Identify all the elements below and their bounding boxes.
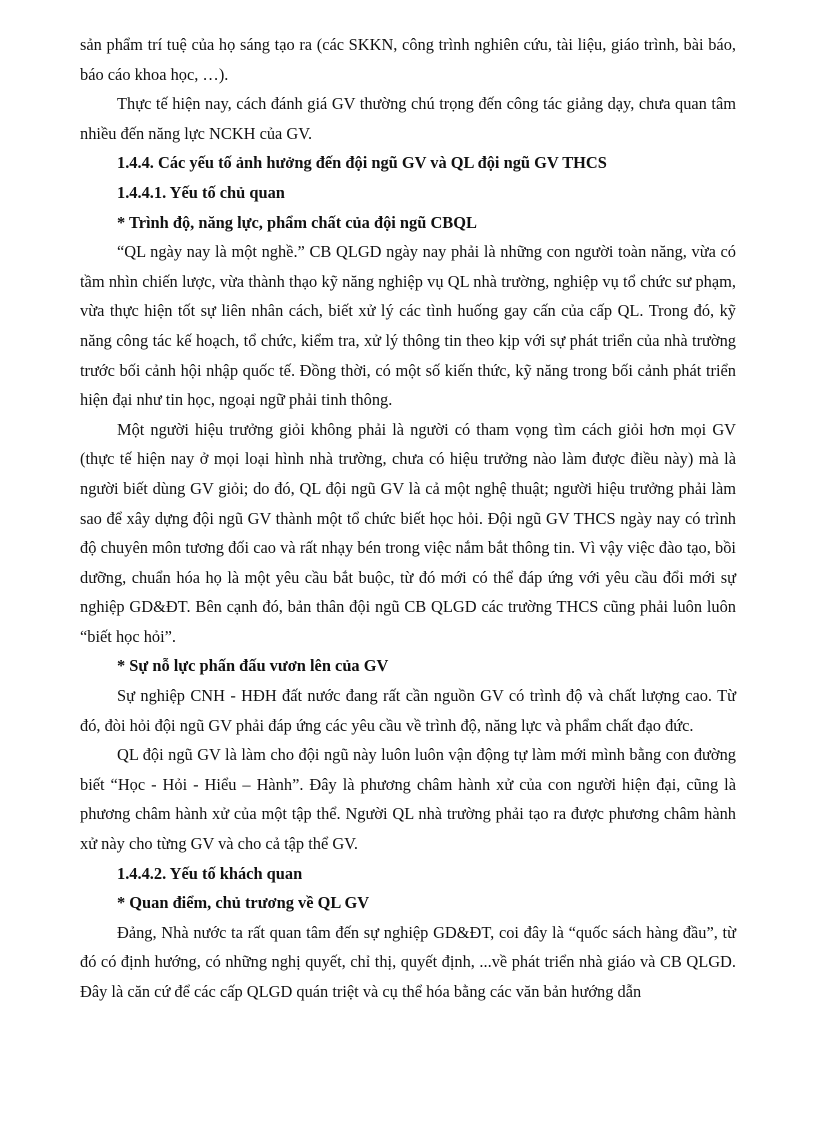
section-heading-1-4-4: 1.4.4. Các yếu tố ảnh hưởng đến đội ngũ GV và QL đội ngũ GV THCS [117, 153, 607, 173]
paragraph-good-principal: Một người hiệu trưởng giỏi không phải là người có tham vọng tìm cách giỏi hơn mọi GV (thực tế hiện nay ở mọi loại hình nhà trường, chưa có hiệu trưởng nào làm được điều này) mà là người biết dùng GV giỏi; do đó, QL đội ngũ GV là cả một nghệ thuật; người hiệu trưởng phải làm sao để xây dựng đội ngũ GV thành một tổ chức biết học hỏi. Đội ngũ GV THCS ngày nay có trình độ chuyên môn tương đối cao và rất nhạy bén trong việc nắm bắt thông tin. Vì vậy việc đào tạo, bồi dưỡng, chuẩn hóa họ là một yêu cầu bắt buộc, từ đó mới có thể đáp ứng với yêu cầu đổi mới sự nghiệp GD&ĐT. Bên cạnh đó, bản thân đội ngũ CB QLGD các trường THCS cũng phải luôn luôn “biết học hỏi”. [80, 419, 736, 646]
paragraph-industrialization-needs: Sự nghiệp CNH - HĐH đất nước đang rất cần nguồn GV có trình độ và chất lượng cao. Từ đó, đòi hỏi đội ngũ GV phải đáp ứng các yêu cầu về trình độ, năng lực và phẩm chất đạo đức. [80, 686, 736, 735]
subsection-heading-1-4-4-1: 1.4.4.1. Yếu tố chủ quan [117, 182, 285, 202]
paragraph-management-profession: “QL ngày nay là một nghề.” CB QLGD ngày nay phải là những con người toàn năng, vừa có tầm nhìn chiến lược, vừa thành thạo kỹ năng nghiệp vụ QL nhà trường, nghiệp vụ tổ chức sư phạm, vừa thực hiện tốt sự liên nhân cách, biết xử lý các tình huống gay cấn của cấp QL. Trong đó, kỹ năng công tác kế hoạch, tổ chức, kiểm tra, xử lý thông tin theo kịp với sự phát triển của nhà trường trước bối cảnh hội nhập quốc tế. Đồng thời, có một số kiến thức, kỹ năng trong bối cảnh phát triển hiện đại như tin học, ngoại ngữ phải tinh thông. [80, 242, 736, 410]
paragraph-evaluation-practice: Thực tế hiện nay, cách đánh giá GV thường chú trọng đến công tác giảng dạy, chưa quan tâm nhiều đến năng lực NCKH của GV. [80, 94, 736, 143]
bullet-heading-cbql-competence: * Trình độ, năng lực, phẩm chất của đội ngũ CBQL [117, 212, 477, 232]
paragraph-continuation: sản phẩm trí tuệ của họ sáng tạo ra (các SKKN, công trình nghiên cứu, tài liệu, giáo trình, bài báo, báo cáo khoa học, …). [80, 35, 736, 84]
bullet-heading-policy-views: * Quan điểm, chủ trương về QL GV [117, 893, 370, 913]
document-page [80, 30, 736, 1007]
subsection-heading-1-4-4-2: 1.4.4.2. Yếu tố khách quan [117, 863, 303, 883]
bullet-heading-teacher-effort: * Sự nỗ lực phấn đấu vươn lên của GV [117, 656, 389, 676]
paragraph-party-state-policy: Đảng, Nhà nước ta rất quan tâm đến sự nghiệp GD&ĐT, coi đây là “quốc sách hàng đầu”, từ đó có định hướng, có những nghị quyết, chỉ thị, quyết định, ...về phát triển nhà giáo và CB QLGD. Đây là căn cứ để các cấp QLGD quán triệt và cụ thể hóa bằng các văn bản hướng dẫn [80, 922, 736, 1001]
paragraph-learning-motto: QL đội ngũ GV là làm cho đội ngũ này luôn luôn vận động tự làm mới mình bằng con đường biết “Học - Hỏi - Hiểu – Hành”. Đây là phương châm hành xử của con người hiện đại, cũng là phương châm hành xử của một tập thể. Người QL nhà trường phải tạo ra được phương châm hành xử này cho từng GV và cho cả tập thể GV. [80, 745, 736, 854]
